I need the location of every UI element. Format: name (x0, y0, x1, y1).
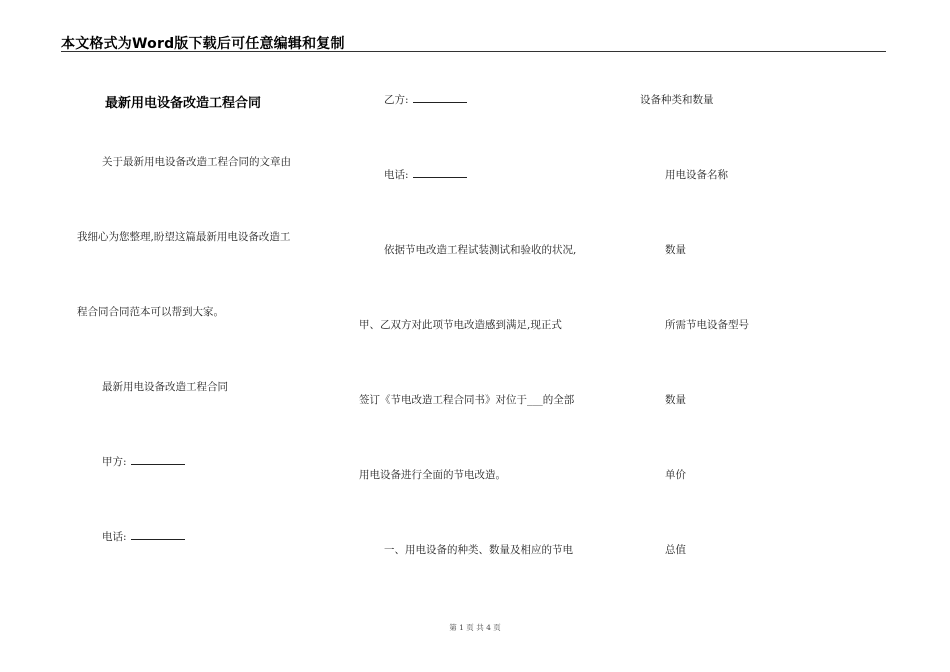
phone-b-label: 电话: (384, 169, 409, 181)
unit-price-label: 单价 (665, 469, 686, 481)
party-b-field (384, 93, 467, 107)
quantity-label: 数量 (665, 244, 686, 256)
party-a-label: 甲方: (102, 456, 127, 468)
contract-subtitle: 最新用电设备改造工程合同 (102, 381, 228, 393)
party-a-blank (131, 455, 185, 465)
section-heading-1: 一、用电设备的种类、数量及相应的节电 (384, 544, 573, 556)
party-a-field (102, 455, 185, 469)
intro-line-1: 关于最新用电设备改造工程合同的文章由 (102, 156, 291, 168)
intro-line-3: 程合同合同范本可以帮到大家。 (77, 306, 224, 318)
total-value-label: 总值 (665, 544, 686, 556)
phone-b-field (384, 168, 467, 182)
party-b-label: 乙方: (384, 94, 409, 106)
party-b-blank (413, 93, 467, 103)
document-header: 本文格式为Word版下载后可任意编辑和复制 (61, 36, 345, 52)
body-paragraph-line-1: 依据节电改造工程试装测试和验收的状况, (384, 244, 577, 256)
body-paragraph-line-3: 签订《节电改造工程合同书》对位于___的全部 (359, 394, 575, 406)
document-title: 最新用电设备改造工程合同 (105, 96, 262, 111)
phone-b-blank (413, 168, 467, 178)
body-paragraph-line-2: 甲、乙双方对此项节电改造感到满足,现正式 (359, 319, 562, 331)
saving-device-model-label: 所需节电设备型号 (665, 319, 749, 331)
phone-a-field (102, 530, 185, 544)
equipment-heading: 设备种类和数量 (640, 94, 714, 106)
header-divider (61, 51, 886, 52)
intro-line-2: 我细心为您整理,盼望这篇最新用电设备改造工 (77, 231, 291, 243)
phone-a-blank (131, 530, 185, 540)
page-footer: 第 1 页 共 4 页 (449, 623, 501, 632)
phone-a-label: 电话: (102, 531, 127, 543)
body-paragraph-line-4: 用电设备进行全面的节电改造。 (359, 469, 506, 481)
equipment-name-label: 用电设备名称 (665, 169, 728, 181)
quantity-label-2: 数量 (665, 394, 686, 406)
